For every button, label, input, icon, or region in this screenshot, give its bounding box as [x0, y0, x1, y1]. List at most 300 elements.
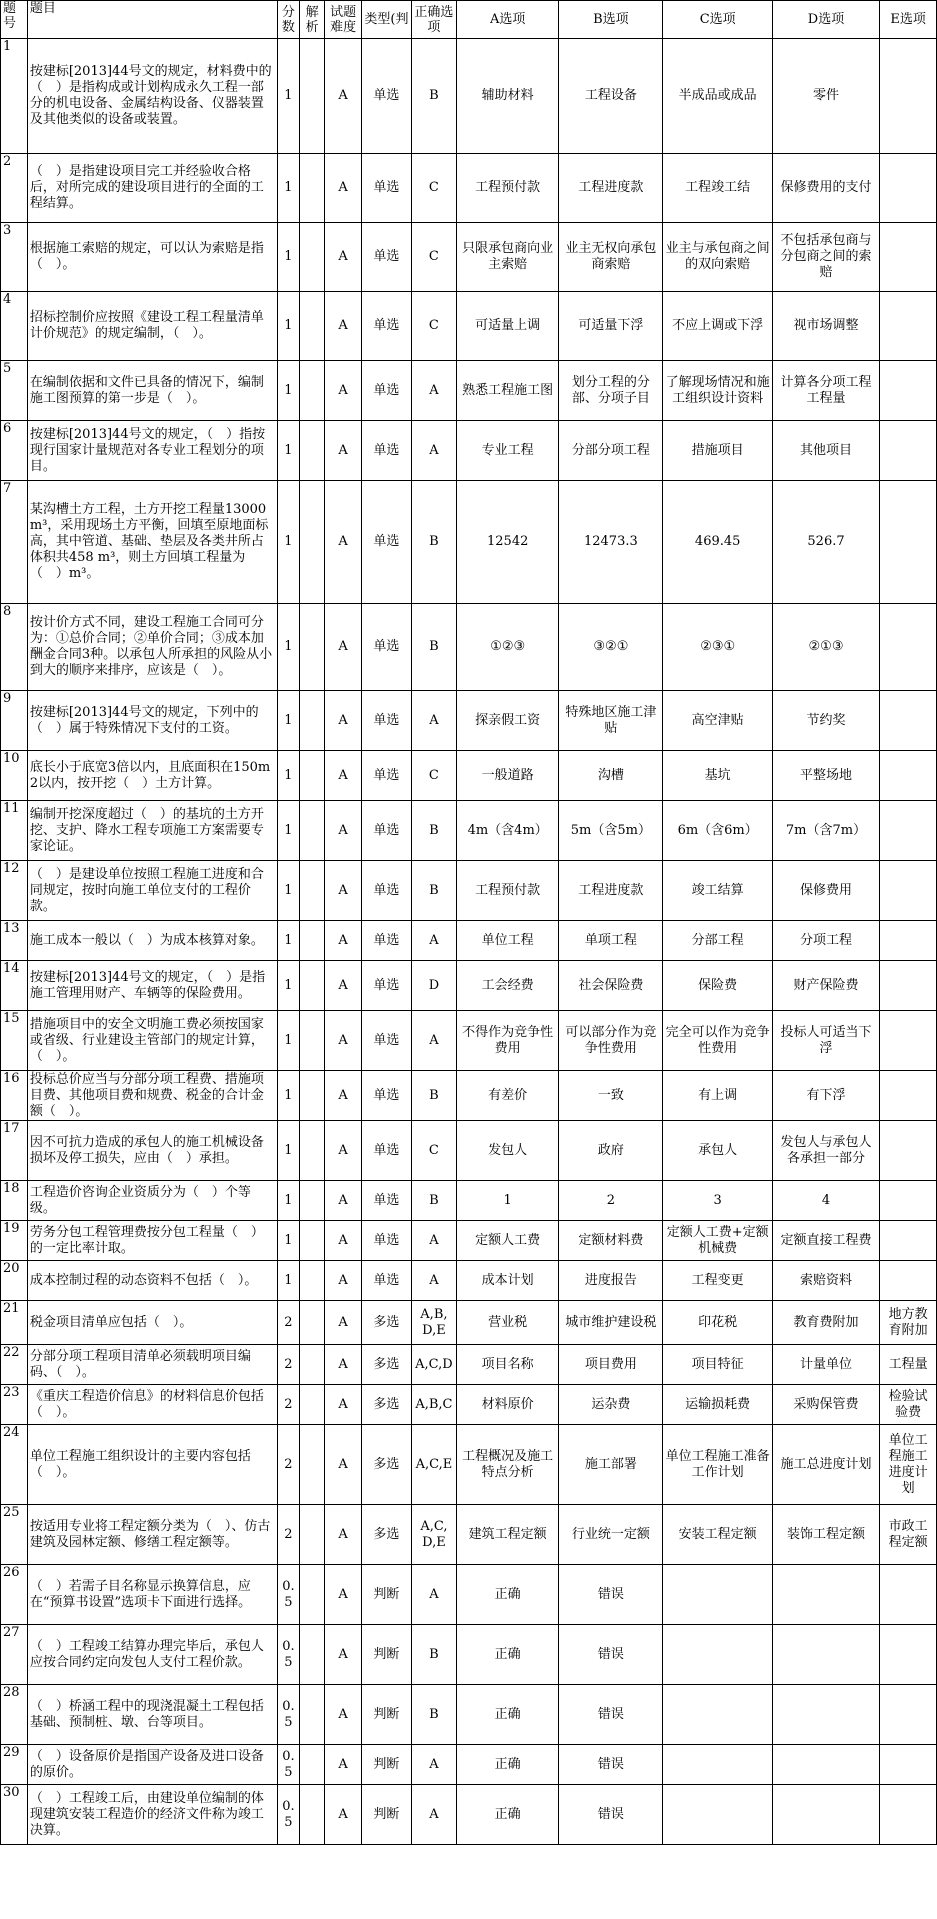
option-d: 4: [772, 1181, 879, 1221]
header-option-c: C选项: [663, 1, 772, 39]
score: 0.5: [277, 1685, 300, 1745]
option-a: 项目名称: [457, 1345, 559, 1385]
score: 2: [277, 1301, 300, 1345]
option-c: 半成品或成品: [663, 39, 772, 154]
question-number: 4: [1, 292, 28, 361]
question-type: 判断: [362, 1685, 412, 1745]
question-text: （ ）是建设单位按照工程施工进度和合同规定，按时向施工单位支付的工程价款。: [27, 861, 277, 921]
option-c: 定额人工费+定额机械费: [663, 1221, 772, 1261]
option-c: 完全可以作为竞争性费用: [663, 1011, 772, 1071]
difficulty: A: [325, 39, 362, 154]
table-row: [1, 1071, 937, 1121]
option-e: [880, 421, 937, 481]
question-text: 《重庆工程造价信息》的材料信息价包括（ ）。: [27, 1385, 277, 1425]
question-type: 单选: [362, 1261, 412, 1301]
question-number: 25: [1, 1505, 28, 1565]
option-a: 单位工程: [457, 921, 559, 961]
explain: [300, 421, 325, 481]
option-e: [880, 1011, 937, 1071]
option-e: [880, 861, 937, 921]
table-row: [1, 292, 937, 361]
table-row: [1, 861, 937, 921]
question-text: 在编制依据和文件已具备的情况下，编制施工图预算的第一步是（ ）。: [27, 361, 277, 421]
option-b: 错误: [559, 1565, 663, 1625]
option-e: 工程量: [880, 1345, 937, 1385]
option-a: 正确: [457, 1745, 559, 1785]
option-b: 特殊地区施工津贴: [559, 691, 663, 751]
correct-answer: A,B,C: [411, 1385, 456, 1425]
question-number: 1: [1, 39, 28, 154]
score: 1: [277, 801, 300, 861]
table-row: [1, 1425, 937, 1505]
option-a: 有差价: [457, 1071, 559, 1121]
difficulty: A: [325, 751, 362, 801]
difficulty: A: [325, 1425, 362, 1505]
score: 1: [277, 39, 300, 154]
score: 2: [277, 1425, 300, 1505]
difficulty: A: [325, 1785, 362, 1845]
explain: [300, 1785, 325, 1845]
table-row: [1, 1505, 937, 1565]
difficulty: A: [325, 1221, 362, 1261]
question-text: 税金项目清单应包括（ ）。: [27, 1301, 277, 1345]
option-e: [880, 921, 937, 961]
option-d: 财产保险费: [772, 961, 879, 1011]
option-b: ③②①: [559, 604, 663, 691]
question-number: 6: [1, 421, 28, 481]
option-e: 市政工程定额: [880, 1505, 937, 1565]
question-type: 单选: [362, 961, 412, 1011]
option-e: [880, 154, 937, 223]
question-number: 14: [1, 961, 28, 1011]
option-c: 印花税: [663, 1301, 772, 1345]
header-option-e: E选项: [880, 1, 937, 39]
score: 1: [277, 751, 300, 801]
correct-answer: C: [411, 1121, 456, 1181]
correct-answer: A,C,D,E: [411, 1505, 456, 1565]
question-text: （ ）设备原价是指国产设备及进口设备的原价。: [27, 1745, 277, 1785]
option-e: [880, 604, 937, 691]
option-d: 7m（含7m）: [772, 801, 879, 861]
question-text: （ ）是指建设项目完工并经验收合格后，对所完成的建设项目进行的全面的工程结算。: [27, 154, 277, 223]
difficulty: A: [325, 481, 362, 604]
explain: [300, 1625, 325, 1685]
option-b: 工程设备: [559, 39, 663, 154]
question-text: 按建标[2013]44号文的规定，材料费中的（ ）是指构成或计划构成永久工程一部分的机电设备、金属结构设备、仪器装置及其他类似的设备或装置。: [27, 39, 277, 154]
explain: [300, 1121, 325, 1181]
score: 1: [277, 921, 300, 961]
option-e: [880, 1685, 937, 1745]
question-number: 17: [1, 1121, 28, 1181]
table-row: [1, 691, 937, 751]
option-d: 教育费附加: [772, 1301, 879, 1345]
table-row: [1, 1565, 937, 1625]
question-type: 多选: [362, 1385, 412, 1425]
explain: [300, 961, 325, 1011]
option-e: [880, 481, 937, 604]
header-option-d: D选项: [772, 1, 879, 39]
option-a: 熟悉工程施工图: [457, 361, 559, 421]
correct-answer: C: [411, 751, 456, 801]
score: 0.5: [277, 1785, 300, 1845]
question-type: 单选: [362, 691, 412, 751]
difficulty: A: [325, 1385, 362, 1425]
option-c: 高空津贴: [663, 691, 772, 751]
option-a: 4m（含4m）: [457, 801, 559, 861]
option-b: 错误: [559, 1785, 663, 1845]
option-c: 业主与承包商之间的双向索赔: [663, 223, 772, 292]
option-a: 工程预付款: [457, 861, 559, 921]
question-type: 单选: [362, 921, 412, 961]
option-a: 一般道路: [457, 751, 559, 801]
question-text: 投标总价应当与分部分项工程费、措施项目费、其他项目费和规费、税金的合计金额（ ）。: [27, 1071, 277, 1121]
option-e: 地方教育附加: [880, 1301, 937, 1345]
question-text: 底长小于底宽3倍以内，且底面积在150m2以内，按开挖（ ）土方计算。: [27, 751, 277, 801]
explain: [300, 1181, 325, 1221]
correct-answer: B: [411, 39, 456, 154]
correct-answer: B: [411, 481, 456, 604]
header-num: 题号: [1, 1, 28, 39]
option-d: 零件: [772, 39, 879, 154]
option-a: 定额人工费: [457, 1221, 559, 1261]
question-type: 单选: [362, 1221, 412, 1261]
question-number: 30: [1, 1785, 28, 1845]
option-c: 承包人: [663, 1121, 772, 1181]
question-type: 单选: [362, 861, 412, 921]
question-type: 多选: [362, 1301, 412, 1345]
option-c: 6m（含6m）: [663, 801, 772, 861]
option-b: 一致: [559, 1071, 663, 1121]
option-a: 建筑工程定额: [457, 1505, 559, 1565]
option-b: 单项工程: [559, 921, 663, 961]
question-text: （ ）桥涵工程中的现浇混凝土工程包括基础、预制桩、墩、台等项目。: [27, 1685, 277, 1745]
option-d: 采购保管费: [772, 1385, 879, 1425]
question-type: 单选: [362, 604, 412, 691]
option-c: 有上调: [663, 1071, 772, 1121]
option-c: 分部工程: [663, 921, 772, 961]
question-type: 单选: [362, 1011, 412, 1071]
header-answer: 正确选项: [411, 1, 456, 39]
score: 2: [277, 1385, 300, 1425]
explain: [300, 604, 325, 691]
option-d: [772, 1565, 879, 1625]
correct-answer: A: [411, 1745, 456, 1785]
table-row: [1, 421, 937, 481]
option-e: [880, 1261, 937, 1301]
option-c: 了解现场情况和施工组织设计资料: [663, 361, 772, 421]
question-type: 单选: [362, 223, 412, 292]
score: 1: [277, 604, 300, 691]
correct-answer: B: [411, 1685, 456, 1745]
explain: [300, 481, 325, 604]
explain: [300, 921, 325, 961]
question-number: 8: [1, 604, 28, 691]
question-text: 单位工程施工组织设计的主要内容包括（ ）。: [27, 1425, 277, 1505]
question-type: 单选: [362, 1121, 412, 1181]
option-c: 工程变更: [663, 1261, 772, 1301]
question-number: 13: [1, 921, 28, 961]
table-row: [1, 1625, 937, 1685]
question-number: 5: [1, 361, 28, 421]
difficulty: A: [325, 1745, 362, 1785]
difficulty: A: [325, 691, 362, 751]
question-number: 22: [1, 1345, 28, 1385]
option-a: 材料原价: [457, 1385, 559, 1425]
correct-answer: B: [411, 861, 456, 921]
difficulty: A: [325, 1505, 362, 1565]
option-a: 1: [457, 1181, 559, 1221]
option-e: [880, 1221, 937, 1261]
option-e: [880, 39, 937, 154]
option-d: [772, 1685, 879, 1745]
header-type: 类型(判: [362, 1, 412, 39]
score: 2: [277, 1345, 300, 1385]
score: 1: [277, 1261, 300, 1301]
option-d: [772, 1745, 879, 1785]
option-a: 工程概况及施工特点分析: [457, 1425, 559, 1505]
header-row: [1, 1, 937, 39]
table-row: [1, 604, 937, 691]
option-b: 政府: [559, 1121, 663, 1181]
difficulty: A: [325, 1685, 362, 1745]
option-d: 不包括承包商与分包商之间的索赔: [772, 223, 879, 292]
question-number: 28: [1, 1685, 28, 1745]
table-row: [1, 1011, 937, 1071]
correct-answer: C: [411, 292, 456, 361]
option-b: 城市维护建设税: [559, 1301, 663, 1345]
difficulty: A: [325, 223, 362, 292]
question-number: 26: [1, 1565, 28, 1625]
header-option-b: B选项: [559, 1, 663, 39]
option-d: 分项工程: [772, 921, 879, 961]
option-d: 发包人与承包人各承担一部分: [772, 1121, 879, 1181]
option-a: 正确: [457, 1625, 559, 1685]
question-number: 23: [1, 1385, 28, 1425]
explain: [300, 861, 325, 921]
question-text: 招标控制价应按照《建设工程工程量清单计价规范》的规定编制，（ ）。: [27, 292, 277, 361]
option-d: 保修费用的支付: [772, 154, 879, 223]
option-e: [880, 961, 937, 1011]
option-c: 基坑: [663, 751, 772, 801]
question-type: 单选: [362, 39, 412, 154]
score: 0.5: [277, 1565, 300, 1625]
option-b: 可以部分作为竞争性费用: [559, 1011, 663, 1071]
option-b: 可适量下浮: [559, 292, 663, 361]
option-a: 正确: [457, 1685, 559, 1745]
option-b: 进度报告: [559, 1261, 663, 1301]
question-text: 编制开挖深度超过（ ）的基坑的土方开挖、支护、降水工程专项施工方案需要专家论证。: [27, 801, 277, 861]
option-b: 分部分项工程: [559, 421, 663, 481]
score: 0.5: [277, 1625, 300, 1685]
option-b: 运杂费: [559, 1385, 663, 1425]
score: 1: [277, 961, 300, 1011]
option-e: [880, 801, 937, 861]
option-b: 沟槽: [559, 751, 663, 801]
correct-answer: A: [411, 1011, 456, 1071]
correct-answer: B: [411, 801, 456, 861]
correct-answer: A,B,D,E: [411, 1301, 456, 1345]
option-b: 错误: [559, 1685, 663, 1745]
explain: [300, 751, 325, 801]
question-type: 判断: [362, 1625, 412, 1685]
explain: [300, 1221, 325, 1261]
score: 1: [277, 292, 300, 361]
option-d: ②①③: [772, 604, 879, 691]
difficulty: A: [325, 1261, 362, 1301]
score: 1: [277, 1181, 300, 1221]
difficulty: A: [325, 861, 362, 921]
question-text: 按计价方式不同，建设工程施工合同可分为：①总价合同；②单价合同；③成本加酬金合同3种。以承包人所承担的风险从小到大的顺序来排序，应该是（ ）。: [27, 604, 277, 691]
score: 1: [277, 223, 300, 292]
option-e: [880, 292, 937, 361]
explain: [300, 1071, 325, 1121]
option-c: 保险费: [663, 961, 772, 1011]
option-c: [663, 1625, 772, 1685]
question-number: 27: [1, 1625, 28, 1685]
explain: [300, 1261, 325, 1301]
question-type: 多选: [362, 1345, 412, 1385]
explain: [300, 223, 325, 292]
question-type: 单选: [362, 154, 412, 223]
explain: [300, 1345, 325, 1385]
correct-answer: C: [411, 154, 456, 223]
table-row: [1, 1385, 937, 1425]
option-e: [880, 1785, 937, 1845]
question-number: 24: [1, 1425, 28, 1505]
option-b: 业主无权向承包商索赔: [559, 223, 663, 292]
option-d: 其他项目: [772, 421, 879, 481]
correct-answer: A: [411, 921, 456, 961]
explain: [300, 1385, 325, 1425]
correct-answer: A: [411, 691, 456, 751]
option-d: 计量单位: [772, 1345, 879, 1385]
question-text: 分部分项工程项目清单必须载明项目编码、（ ）。: [27, 1345, 277, 1385]
option-c: 不应上调或下浮: [663, 292, 772, 361]
table-row: [1, 961, 937, 1011]
explain: [300, 1505, 325, 1565]
explain: [300, 39, 325, 154]
option-d: 计算各分项工程工程量: [772, 361, 879, 421]
question-number: 3: [1, 223, 28, 292]
difficulty: A: [325, 921, 362, 961]
question-text: 成本控制过程的动态资料不包括（ ）。: [27, 1261, 277, 1301]
question-type: 判断: [362, 1745, 412, 1785]
option-d: 投标人可适当下浮: [772, 1011, 879, 1071]
table-row: [1, 751, 937, 801]
question-type: 多选: [362, 1425, 412, 1505]
table-row: [1, 1221, 937, 1261]
explain: [300, 801, 325, 861]
option-b: 错误: [559, 1625, 663, 1685]
option-e: 单位工程施工进度计划: [880, 1425, 937, 1505]
score: 2: [277, 1505, 300, 1565]
option-b: 工程进度款: [559, 154, 663, 223]
correct-answer: B: [411, 1071, 456, 1121]
option-a: 可适量上调: [457, 292, 559, 361]
option-c: 运输损耗费: [663, 1385, 772, 1425]
difficulty: A: [325, 1181, 362, 1221]
option-b: 施工部署: [559, 1425, 663, 1505]
option-c: 竣工结算: [663, 861, 772, 921]
explain: [300, 1011, 325, 1071]
correct-answer: B: [411, 1625, 456, 1685]
table-row: [1, 1181, 937, 1221]
option-a: 营业税: [457, 1301, 559, 1345]
question-number: 12: [1, 861, 28, 921]
header-question: 题目: [27, 1, 277, 39]
explain: [300, 154, 325, 223]
table-row: [1, 1785, 937, 1845]
question-type: 判断: [362, 1565, 412, 1625]
question-type: 单选: [362, 1071, 412, 1121]
option-a: 发包人: [457, 1121, 559, 1181]
explain: [300, 1745, 325, 1785]
question-text: 按建标[2013]44号文的规定，下列中的（ ）属于特殊情况下支付的工资。: [27, 691, 277, 751]
correct-answer: C: [411, 223, 456, 292]
option-a: 只限承包商向业主索赔: [457, 223, 559, 292]
difficulty: A: [325, 801, 362, 861]
score: 1: [277, 1071, 300, 1121]
option-c: 工程竣工结: [663, 154, 772, 223]
option-d: [772, 1625, 879, 1685]
option-a: 正确: [457, 1785, 559, 1845]
option-a: 正确: [457, 1565, 559, 1625]
option-b: 社会保险费: [559, 961, 663, 1011]
option-e: [880, 1071, 937, 1121]
difficulty: A: [325, 961, 362, 1011]
difficulty: A: [325, 154, 362, 223]
question-text: （ ）工程竣工结算办理完毕后，承包人应按合同约定向发包人支付工程价款。: [27, 1625, 277, 1685]
score: 1: [277, 154, 300, 223]
score: 1: [277, 1011, 300, 1071]
difficulty: A: [325, 1121, 362, 1181]
table-row: [1, 801, 937, 861]
option-c: [663, 1565, 772, 1625]
question-number: 7: [1, 481, 28, 604]
explain: [300, 1685, 325, 1745]
option-b: 定额材料费: [559, 1221, 663, 1261]
option-e: [880, 1745, 937, 1785]
option-c: [663, 1785, 772, 1845]
option-d: 节约奖: [772, 691, 879, 751]
question-type: 判断: [362, 1785, 412, 1845]
score: 1: [277, 861, 300, 921]
option-a: 专业工程: [457, 421, 559, 481]
correct-answer: A: [411, 1565, 456, 1625]
option-e: [880, 1565, 937, 1625]
correct-answer: B: [411, 1181, 456, 1221]
difficulty: A: [325, 1011, 362, 1071]
table-row: [1, 223, 937, 292]
header-option-a: A选项: [457, 1, 559, 39]
score: 1: [277, 361, 300, 421]
explain: [300, 1425, 325, 1505]
explain: [300, 292, 325, 361]
option-d: 平整场地: [772, 751, 879, 801]
table-row: [1, 921, 937, 961]
option-b: 工程进度款: [559, 861, 663, 921]
question-type: 单选: [362, 292, 412, 361]
option-d: 定额直接工程费: [772, 1221, 879, 1261]
score: 0.5: [277, 1745, 300, 1785]
option-a: 成本计划: [457, 1261, 559, 1301]
option-c: [663, 1745, 772, 1785]
option-a: 辅助材料: [457, 39, 559, 154]
question-text: 某沟槽土方工程，土方开挖工程量13000m³，采用现场土方平衡，回填至原地面标高，其中管道、基础、垫层及各类井所占体积共458 m³，则土方回填工程量为（ ）m³。: [27, 481, 277, 604]
question-type: 单选: [362, 481, 412, 604]
table-row: [1, 1685, 937, 1745]
option-c: 安装工程定额: [663, 1505, 772, 1565]
